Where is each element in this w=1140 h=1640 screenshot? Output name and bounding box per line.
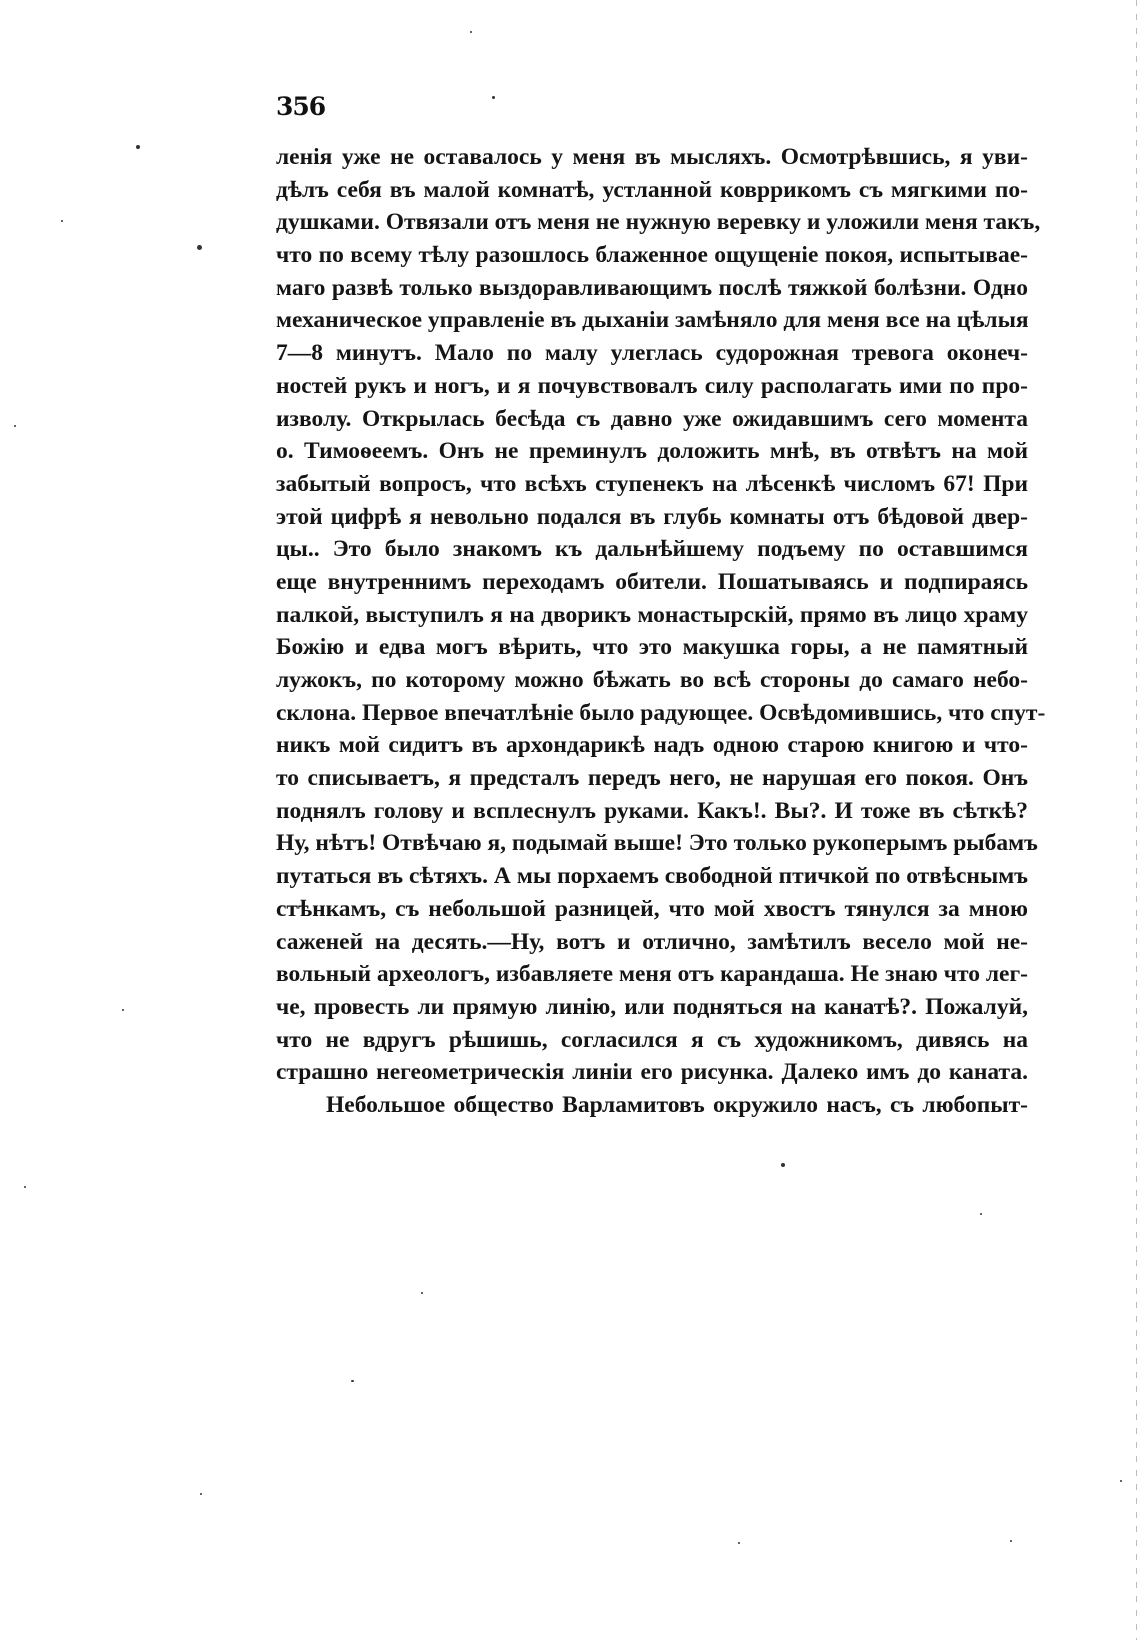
text-line: еще внутреннимъ переходамъ обители. Пошатываясь и подпираясь <box>276 568 1028 595</box>
scan-edge-line <box>1136 0 1137 1640</box>
text-line: Ну, нѣтъ! Отвѣчаю я, подымай выше! Это только рукоперымъ рыбамъ <box>276 830 1038 857</box>
text-line: саженей на десять.—Ну, вотъ и отлично, замѣтилъ весело мой не- <box>276 928 1028 955</box>
scan-speck <box>492 96 495 99</box>
scan-speck <box>1120 1480 1122 1482</box>
text-line-paragraph-start: Небольшое общество Варламитовъ окружило насъ, съ любопыт- <box>326 1091 1028 1118</box>
text-line: цы.. Это было знакомъ къ дальнѣйшему подъему по оставшимся <box>276 536 1028 563</box>
text-line: склона. Первое впечатлѣніе было радующее. Освѣдомившись, что спут- <box>276 699 1046 726</box>
text-line: стѣнкамъ, съ небольшой разницей, что мой хвостъ тянулся за мною <box>276 895 1028 922</box>
scan-speck <box>61 220 63 222</box>
text-line: механическое управленіе въ дыханіи замѣняло для меня все на цѣлыя <box>276 307 1029 334</box>
scan-speck <box>470 31 472 33</box>
body-text <box>276 141 1046 1122</box>
text-line: Божію и едва могъ вѣрить, что это макушка горы, а не памятный <box>276 634 1028 661</box>
text-line: дѣлъ себя въ малой комнатѣ, устланной ковррикомъ съ мягкими по- <box>276 176 1028 203</box>
text-line: изволу. Открылась бесѣда съ давно уже ожидавшимъ сего момента <box>276 405 1028 432</box>
scan-speck <box>738 1542 740 1544</box>
scan-speck <box>24 1186 26 1188</box>
scan-speck <box>14 425 16 427</box>
text-line: ленія уже не оставалось у меня въ мысляхъ. Осмотрѣвшись, я уви- <box>276 144 1028 170</box>
scan-speck <box>136 145 140 149</box>
text-line: поднялъ голову и всплеснулъ руками. Какъ!. Вы?. И тоже въ сѣткѣ? <box>276 797 1028 824</box>
scan-speck <box>197 245 202 250</box>
text-line: то списываетъ, я предсталъ передъ него, не нарушая его покоя. Онъ <box>276 765 1028 792</box>
scan-speck <box>781 1163 785 1167</box>
text-line: вольный археологъ, избавляете меня отъ карандаша. Не знаю что лег- <box>276 961 1028 988</box>
scan-speck <box>351 1380 354 1382</box>
text-line: душками. Отвязали отъ меня не нужную веревку и уложили меня такъ, <box>276 209 1041 236</box>
scan-speck <box>122 1009 124 1011</box>
text-line: ностей рукъ и ногъ, и я почувствовалъ силу располагать ими по про- <box>276 372 1028 399</box>
text-line: страшно негеометрическія линіи его рисунка. Далеко имъ до каната. <box>276 1059 1028 1086</box>
text-line: маго развѣ только выздоравливающимъ послѣ тяжкой болѣзни. Одно <box>276 274 1028 301</box>
text-line: о. Тимоѳеемъ. Онъ не преминулъ доложить мнѣ, въ отвѣтъ на мой <box>276 438 1028 465</box>
page-number: 356 <box>276 92 326 121</box>
text-line: этой цифрѣ я невольно подался въ глубь комнаты отъ бѣдовой двер- <box>276 503 1028 530</box>
text-line: что по всему тѣлу разошлось блаженное ощущеніе покоя, испытывае- <box>276 242 1028 269</box>
text-line: лужокъ, по которому можно бѣжать во всѣ стороны до самаго небо- <box>276 667 1028 693</box>
text-line: палкой, выступилъ я на дворикъ монастырскій, прямо въ лицо храму <box>276 601 1028 628</box>
scan-speck <box>980 1213 982 1215</box>
scan-speck <box>1010 1540 1012 1542</box>
text-line: никъ мой сидитъ въ архондарикѣ надъ одною старою книгою и что- <box>276 732 1028 759</box>
text-line: забытый вопросъ, что всѣхъ ступенекъ на лѣсенкѣ числомъ 67! При <box>276 470 1028 497</box>
scan-speck <box>421 1292 423 1294</box>
text-line: че, провесть ли прямую линію, или подняться на канатѣ?. Пожалуй, <box>276 993 1028 1020</box>
text-line: что не вдругъ рѣшишь, согласился я съ художникомъ, дивясь на <box>276 1026 1028 1053</box>
scan-speck <box>200 1493 202 1495</box>
text-line: 7—8 минутъ. Мало по малу улеглась судорожная тревога оконеч- <box>276 340 1028 367</box>
text-line: путаться въ сѣтяхъ. А мы порхаемъ свободной птичкой по отвѣснымъ <box>276 863 1028 890</box>
